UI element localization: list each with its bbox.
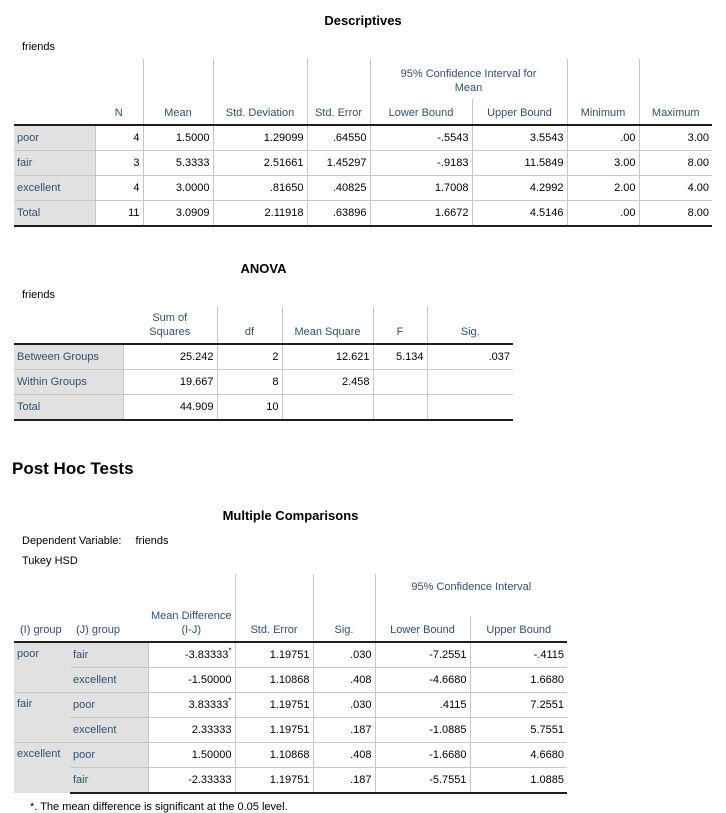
i-group-label: poor [14,642,70,693]
col-header-n: N [95,59,143,125]
cell-sd: .81650 [213,176,307,201]
cell-lower: -5.7551 [375,768,470,794]
table-row [14,201,712,227]
cell-lower: -7.2551 [375,642,470,668]
table-row [14,718,567,743]
cell-ss: 44.909 [123,395,217,421]
col-header-maximum: Maximum [651,107,700,119]
cell-upper: 4.5146 [472,201,567,227]
col-header-sig: Sig. [313,574,375,642]
row-label: Between Groups [14,344,123,370]
cell-n: 4 [95,125,143,151]
dependent-variable-label: Dependent Variable: [22,535,122,547]
table-row [14,125,712,151]
cell-lower: -1.0885 [375,718,470,743]
cell-lower: -.9183 [370,151,472,176]
cell-se: 1.19751 [235,768,313,794]
i-group-label: fair [14,693,70,743]
cell-sd: 1.29099 [213,125,307,151]
table-row [14,151,712,176]
cell-se: 1.10868 [235,668,313,693]
cell-sig: .408 [313,743,375,768]
ci-span-header: 95% Confidence Interval for Mean [370,59,567,99]
cell-diff: 2.33333 [148,718,235,743]
cell-se: .64550 [307,125,370,151]
cell-sig: .187 [313,718,375,743]
multiple-comparisons-title: Multiple Comparisons [222,508,359,523]
cell-ms: 12.621 [282,344,373,370]
cell-se: .63896 [307,201,370,227]
mc-header-span-row [14,574,567,616]
cell-f [373,370,427,395]
descriptives-table [14,59,712,227]
col-header-df: df [217,307,282,344]
j-group-label: fair [70,642,148,668]
col-header-std-error: Std. Error [235,574,313,642]
cell-se: 1.45297 [307,151,370,176]
cell-upper: 4.2992 [472,176,567,201]
table-row [14,344,513,370]
col-header-mean-difference: Mean Difference (I-J) [148,574,235,642]
col-header-lower-bound: Lower Bound [370,99,472,125]
cell-n: 3 [95,151,143,176]
cell-upper: 1.0885 [470,768,567,794]
table-row [14,642,567,668]
descriptives-header-span-row [14,59,712,99]
table-row [14,768,567,794]
cell-max: 8.00 [639,201,712,227]
significance-footnote: *. The mean difference is significant at the 0.05 level. [30,801,288,813]
corner-cell [14,59,95,125]
anova-table [14,307,513,421]
i-group-label: excellent [14,743,70,794]
col-header-std-error: Std. Error [307,59,370,125]
multiple-comparisons-table [14,574,567,794]
cell-f [373,395,427,421]
cell-mean: 3.0909 [143,201,213,227]
j-group-label: excellent [70,668,148,693]
row-label: Total [14,395,123,421]
cell-sd: 2.51661 [213,151,307,176]
cell-df: 2 [217,344,282,370]
posthoc-heading: Post Hoc Tests [12,459,134,478]
cell-sig: .187 [313,768,375,794]
dependent-variable-value: friends [135,535,169,547]
col-header-upper-bound: Upper Bound [486,624,552,636]
cell-diff: -1.50000 [148,668,235,693]
col-header-mean: Mean [143,59,213,125]
cell-lower: 1.7008 [370,176,472,201]
table-row [14,668,567,693]
cell-lower: -.5543 [370,125,472,151]
descriptives-section [14,13,726,227]
row-label: fair [14,151,95,176]
col-header-sum-of-squares: Sum of Squares [123,307,217,344]
multiple-comparisons-section [14,508,726,813]
dependent-variable-line [22,531,726,551]
cell-lower: -4.6680 [375,668,470,693]
col-header-minimum: Minimum [567,59,639,125]
col-header-std-deviation: Std. Deviation [213,59,307,125]
cell-min: 3.00 [567,151,639,176]
row-label: excellent [14,176,95,201]
cell-upper: 1.6680 [470,668,567,693]
cell-sig: .030 [313,693,375,718]
cell-upper: 4.6680 [470,743,567,768]
descriptives-caption: friends [22,41,56,53]
cell-max: 4.00 [639,176,712,201]
corner-cell [14,307,123,344]
significance-star: * [228,696,232,706]
cell-sig: .037 [427,344,513,370]
cell-upper: 11.5849 [472,151,567,176]
method-label: Tukey HSD [22,555,78,567]
cell-se: .40825 [307,176,370,201]
cell-ms: 2.458 [282,370,373,395]
cell-sig [427,395,513,421]
cell-mean: 3.0000 [143,176,213,201]
cell-sig: .030 [313,642,375,668]
cell-min: 2.00 [567,176,639,201]
j-group-label: excellent [70,718,148,743]
row-label: poor [14,125,95,151]
col-header-upper-bound: Upper Bound [472,99,567,125]
col-header-lower-bound: Lower Bound [375,616,470,642]
table-row [14,693,567,718]
cell-diff: 3.83333* [148,693,235,718]
cell-diff: -3.83333* [148,642,235,668]
ci-span-header: 95% Confidence Interval [411,581,532,593]
cell-df: 8 [217,370,282,395]
cell-se: 1.19751 [235,718,313,743]
cell-min: .00 [567,201,639,227]
cell-upper: 5.7551 [470,718,567,743]
cell-sig: .408 [313,668,375,693]
j-group-label: poor [70,693,148,718]
table-row [14,370,513,395]
significance-star: * [228,646,232,656]
col-header-mean-square: Mean Square [282,307,373,344]
cell-ss: 25.242 [123,344,217,370]
j-group-label: poor [70,743,148,768]
table-row [14,743,567,768]
cell-df: 10 [217,395,282,421]
descriptives-title: Descriptives [324,13,402,28]
col-header-j-group: (J) group [76,624,121,636]
row-label: Total [14,201,95,227]
cell-f: 5.134 [373,344,427,370]
cell-lower: -1.6680 [375,743,470,768]
anova-section [14,261,726,421]
cell-upper: 3.5543 [472,125,567,151]
cell-diff: 1.50000 [148,743,235,768]
col-header-sig: Sig. [460,326,480,338]
cell-lower: 1.6672 [370,201,472,227]
cell-lower: .4115 [375,693,470,718]
cell-sd: 2.11918 [213,201,307,227]
cell-max: 3.00 [639,125,712,151]
cell-n: 4 [95,176,143,201]
table-row [14,395,513,421]
cell-sig [427,370,513,395]
cell-ms [282,395,373,421]
cell-diff: -2.33333 [148,768,235,794]
cell-ss: 19.667 [123,370,217,395]
cell-min: .00 [567,125,639,151]
anova-title: ANOVA [240,261,287,276]
cell-se: 1.19751 [235,693,313,718]
row-label: Within Groups [14,370,123,395]
cell-mean: 5.3333 [143,151,213,176]
cell-se: 1.10868 [235,743,313,768]
cell-se: 1.19751 [235,642,313,668]
col-header-i-group: (I) group [20,624,62,636]
anova-header-row [14,307,513,344]
anova-caption: friends [22,289,56,301]
col-header-f: F [373,307,427,344]
cell-upper: 7.2551 [470,693,567,718]
cell-upper: -.4115 [470,642,567,668]
cell-mean: 1.5000 [143,125,213,151]
table-row [14,176,712,201]
j-group-label: fair [70,768,148,794]
cell-n: 11 [95,201,143,227]
cell-max: 8.00 [639,151,712,176]
